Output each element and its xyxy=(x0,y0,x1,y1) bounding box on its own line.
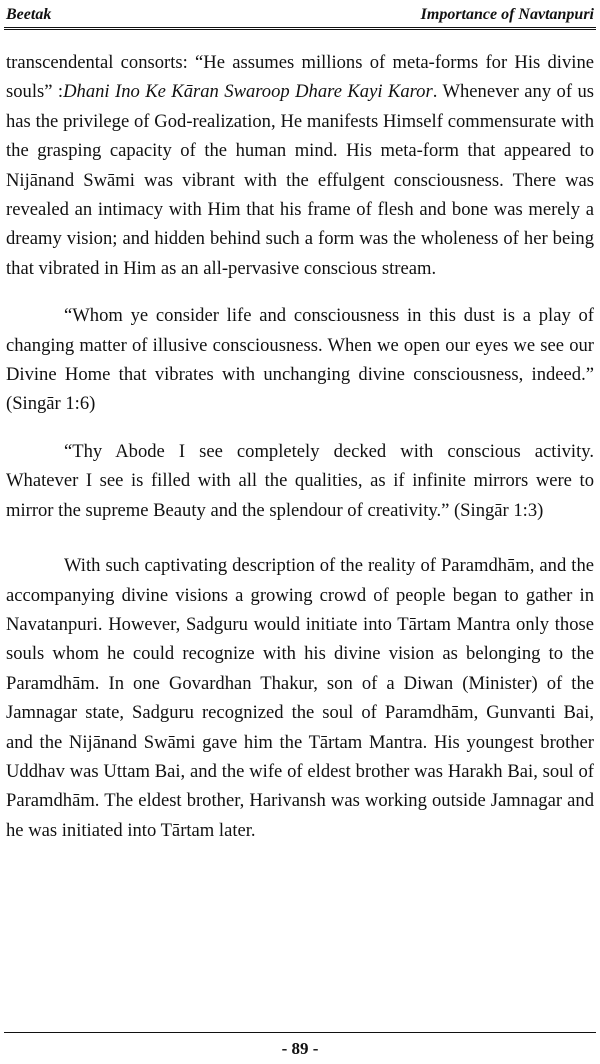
running-header xyxy=(6,4,594,26)
page-number: - 89 - xyxy=(281,1039,319,1058)
paragraph-1-text-before: transcendental consorts: “He assumes millions of meta-forms for His divine souls” : xyxy=(6,52,594,103)
paragraph-1-italic-quote: Dhani Ino Ke Kāran Swaroop Dhare Kayi Karor xyxy=(63,81,433,103)
paragraph-3-quote: “Thy Abode I see completely decked with conscious activity. Whatever I see is filled with all the qualities, as if infinite mirrors were to mirror the supreme Beauty and the splendour of creativity.” (Singār 1:3) xyxy=(6,440,594,521)
paragraph-1-text-after: . Whenever any of us has the privilege of God-realization, He manifests Himself commensurate with the grasping capacity of the human mind. His meta-form that appeared to Nijānand Swāmi was vibrant with the effulgent consciousness. There was revealed an intimacy with Him that his frame of flesh and bone was merely a dreamy vision; and hidden behind such a form was the wholeness of her being that vibrated in Him as an all-pervasive conscious stream. xyxy=(6,81,594,279)
page-body xyxy=(6,48,594,845)
header-divider xyxy=(4,27,596,32)
paragraph-1 xyxy=(6,48,594,283)
footer-divider xyxy=(4,1032,596,1033)
paragraph-2-quote: “Whom ye consider life and consciousness in this dust is a play of changing matter of illusive consciousness. When we open our eyes we see our Divine Home that vibrates with unchanging divine consciousness, indeed.” (Singār 1:6) xyxy=(6,305,594,415)
paragraph-4: With such captivating description of the reality of Paramdhām, and the accompanying divine visions a growing crowd of people began to gather in Navatanpuri. However, Sadguru would initiate into Tārtam Mantra only those souls whom he could recognize with his divine vision as belonging to the Paramdhām. In one Govardhan Thakur, son of a Diwan (Minister) of the Jamnagar state, Sadguru recognized the soul of Paramdhām, Gunvanti Bai, and the Nijānand Swāmi gave him the Tārtam Mantra. His youngest brother Uddhav was Uttam Bai, and the wife of eldest brother was Harakh Bai, soul of Paramdhām. The eldest brother, Harivansh was working outside Jamnagar and he was initiated into Tārtam later. xyxy=(6,555,594,841)
header-chapter-title: Importance of Navtanpuri xyxy=(420,6,594,23)
header-book-title: Beetak xyxy=(6,6,52,23)
